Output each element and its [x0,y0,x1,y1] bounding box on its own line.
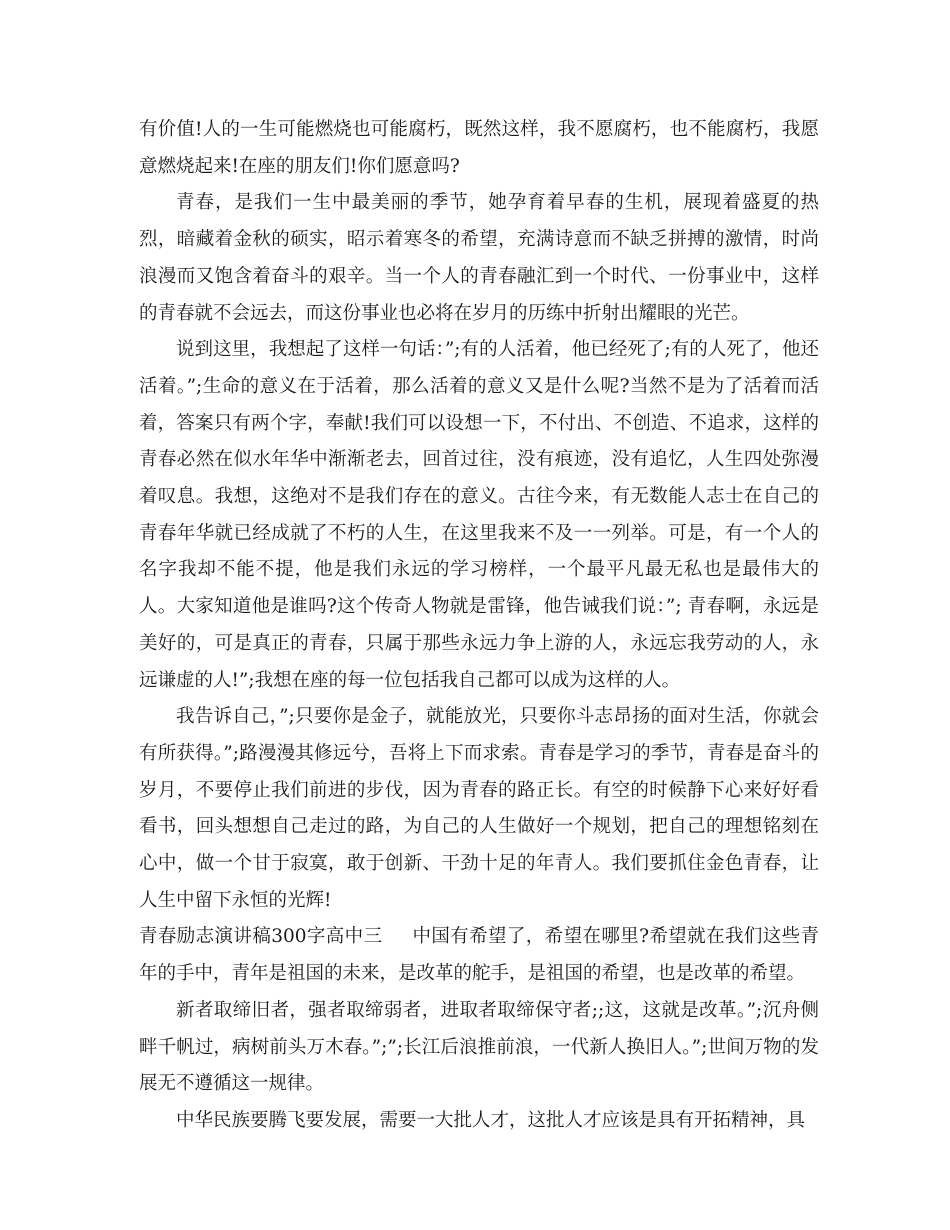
document-body [139,112,819,1140]
paragraph-5: 新者取缔旧者，强者取缔弱者，进取者取缔保守者;;这，这就是改革。”;沉舟侧畔千帆过，病树前头万木春。”;”;长江后浪推前浪，一代新人换旧人。”;世间万物的发展无不遵循这一规律。 [139,999,819,1095]
heading-follow-text: 中国有希望了，希望在哪里?希望就在我们这些青年的手中，青年是祖国的未来，是改革的舵手，是祖国的希望，也是改革的希望。 [139,926,820,985]
paragraph-3: 说到这里，我想起了这样一句话：”;有的人活着，他已经死了;有的人死了，他还活着。”;生命的意义在于活着，那么活着的意义又是什么呢?当然不是为了活着而活着，答案只有两个字，奉献!我们可以设想一下，不付出、不创造、不追求，这样的青春必然在似水年华中渐渐老去，回首过往，没有痕迹，没有追忆，人生四处弥漫着叹息。我想，这绝对不是我们存在的意义。古往今来，有无数能人志士在自己的青春年华就已经成就了不朽的人生，在这里我来不及一一列举。可是，有一个人的名字我却不能不提，他是我们永远的学习榜样，一个最平凡最无私也是最伟大的人。大家知道他是谁吗?这个传奇人物就是雷锋，他告诫我们说：”; 青春啊，永远是美好的，可是真正的青春，只属于那些永远力争上游的人，永远忘我劳动的人，永远谦虚的人!”;我想在座的每一位包括我自己都可以成为这样的人。 [139,339,819,691]
paragraph-6: 中华民族要腾飞要发展，需要一大批人才，这批人才应该是具有开拓精神，具 [176,1109,806,1131]
section-heading: 青春励志演讲稿300字高中三 [139,926,383,948]
heading-paragraph [139,919,819,992]
paragraph-4: 我告诉自己，”;只要你是金子，就能放光，只要你斗志昂扬的面对生活，你就会有所获得。”;路漫漫其修远兮，吾将上下而求索。青春是学习的季节，青春是奋斗的岁月，不要停止我们前进的步伐，因为青春的路正长。有空的时候静下心来好好看看书，回头想想自己走过的路，为自己的人生做好一个规划，把自己的理想铭刻在心中，做一个甘于寂寞，敢于创新、干劲十足的年青人。我们要抓住金色青春，让人生中留下永恒的光辉! [139,706,819,911]
paragraph-2: 青春，是我们一生中最美丽的季节，她孕育着早春的生机，展现着盛夏的热烈，暗藏着金秋的硕实，昭示着寒冬的希望，充满诗意而不缺乏拼搏的激情，时尚浪漫而又饱含着奋斗的艰辛。当一个人的青春融汇到一个时代、一份事业中，这样的青春就不会远去，而这份事业也必将在岁月的历练中折射出耀眼的光芒。 [139,192,819,324]
paragraph-1: 有价值!人的一生可能燃烧也可能腐朽，既然这样，我不愿腐朽，也不能腐朽，我愿意燃烧起来!在座的朋友们!你们愿意吗? [139,119,819,177]
